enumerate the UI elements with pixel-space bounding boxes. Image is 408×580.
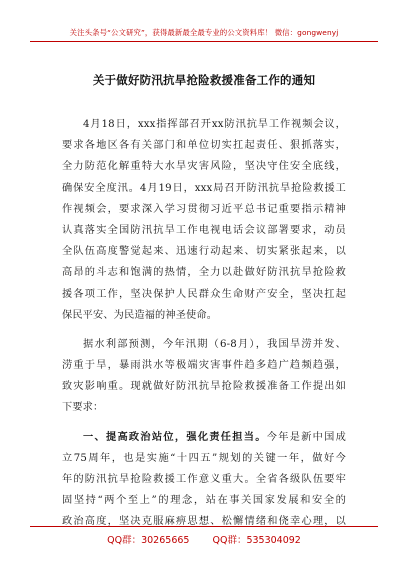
body-line: 据水利部预测，今年汛期（6-8月），我国旱涝并发、: [83, 338, 346, 350]
body-line: 全队伍高度警觉起来、迅速行动起来、切实紧张起来，以: [62, 246, 346, 258]
body-line: 援各项工作，坚决保护人民群众生命财产安全，坚决扛起: [62, 288, 346, 300]
header-divider: [30, 41, 378, 42]
body-line: 4月18日，xxx指挥部召开xx防汛抗旱工作视频会议，: [83, 119, 346, 130]
document-body: [62, 114, 346, 533]
footer-contact: [30, 532, 378, 546]
body-text: 今年是新中国成: [266, 431, 346, 443]
footer-qq-group-1: QQ群：30265665: [107, 535, 190, 546]
body-line: 确保安全度汛。4月19日，xxx局召开防汛抗旱抢险救援工: [62, 182, 346, 194]
header-banner: 关注头条号“公文研究”，获得最新最全最专业的公文资料库！ 微信：gongwenyj: [69, 28, 339, 37]
body-line: 致灾影响重。现就做好防汛抗旱抢险救援准备工作提出如: [62, 381, 346, 393]
body-line: 作视频会，要求深入学习贯彻习近平总书记重要指示精神: [62, 203, 346, 215]
body-line: 高昂的斗志和饱满的热情，全力以赴做好防汛抗旱抢险救: [62, 267, 346, 279]
body-line: 立75周年，也是实施“十四五”规划的关键一年，做好今: [62, 452, 346, 464]
body-line: 政治高度，坚决克服麻痹思想、松懈情绪和侥幸心理，以: [62, 516, 346, 528]
footer-divider: [30, 526, 378, 527]
body-line: 下要求：: [62, 402, 104, 414]
body-line: 保民平安、为民造福的神圣使命。: [62, 309, 218, 321]
body-line: 年的防汛抗旱抢险救援工作意义重大。全省各级队伍要牢: [62, 474, 346, 485]
body-line: [62, 427, 346, 448]
body-line: 要求各地区各有关部门和单位切实扛起责任、狠抓落实，: [62, 140, 346, 152]
body-line: 涝重于旱，暴雨洪水等极端灾害事件趋多趋广趋频趋强，: [62, 360, 346, 372]
body-line: 认真落实全国防汛抗旱工作电视电话会议部署要求，动员: [62, 224, 346, 236]
footer-qq-group-2: QQ群：535304092: [212, 535, 301, 546]
body-line: 固坚持“两个至上”的理念，站在事关国家发展和安全的: [62, 495, 346, 507]
document-title: 关于做好防汛抗旱抢险救援准备工作的通知: [92, 73, 316, 87]
body-line: 全力防范化解重特大水旱灾害风险，坚决守住安全底线，: [62, 161, 346, 173]
section-heading: 一、提高政治站位，强化责任担当。: [83, 430, 267, 443]
